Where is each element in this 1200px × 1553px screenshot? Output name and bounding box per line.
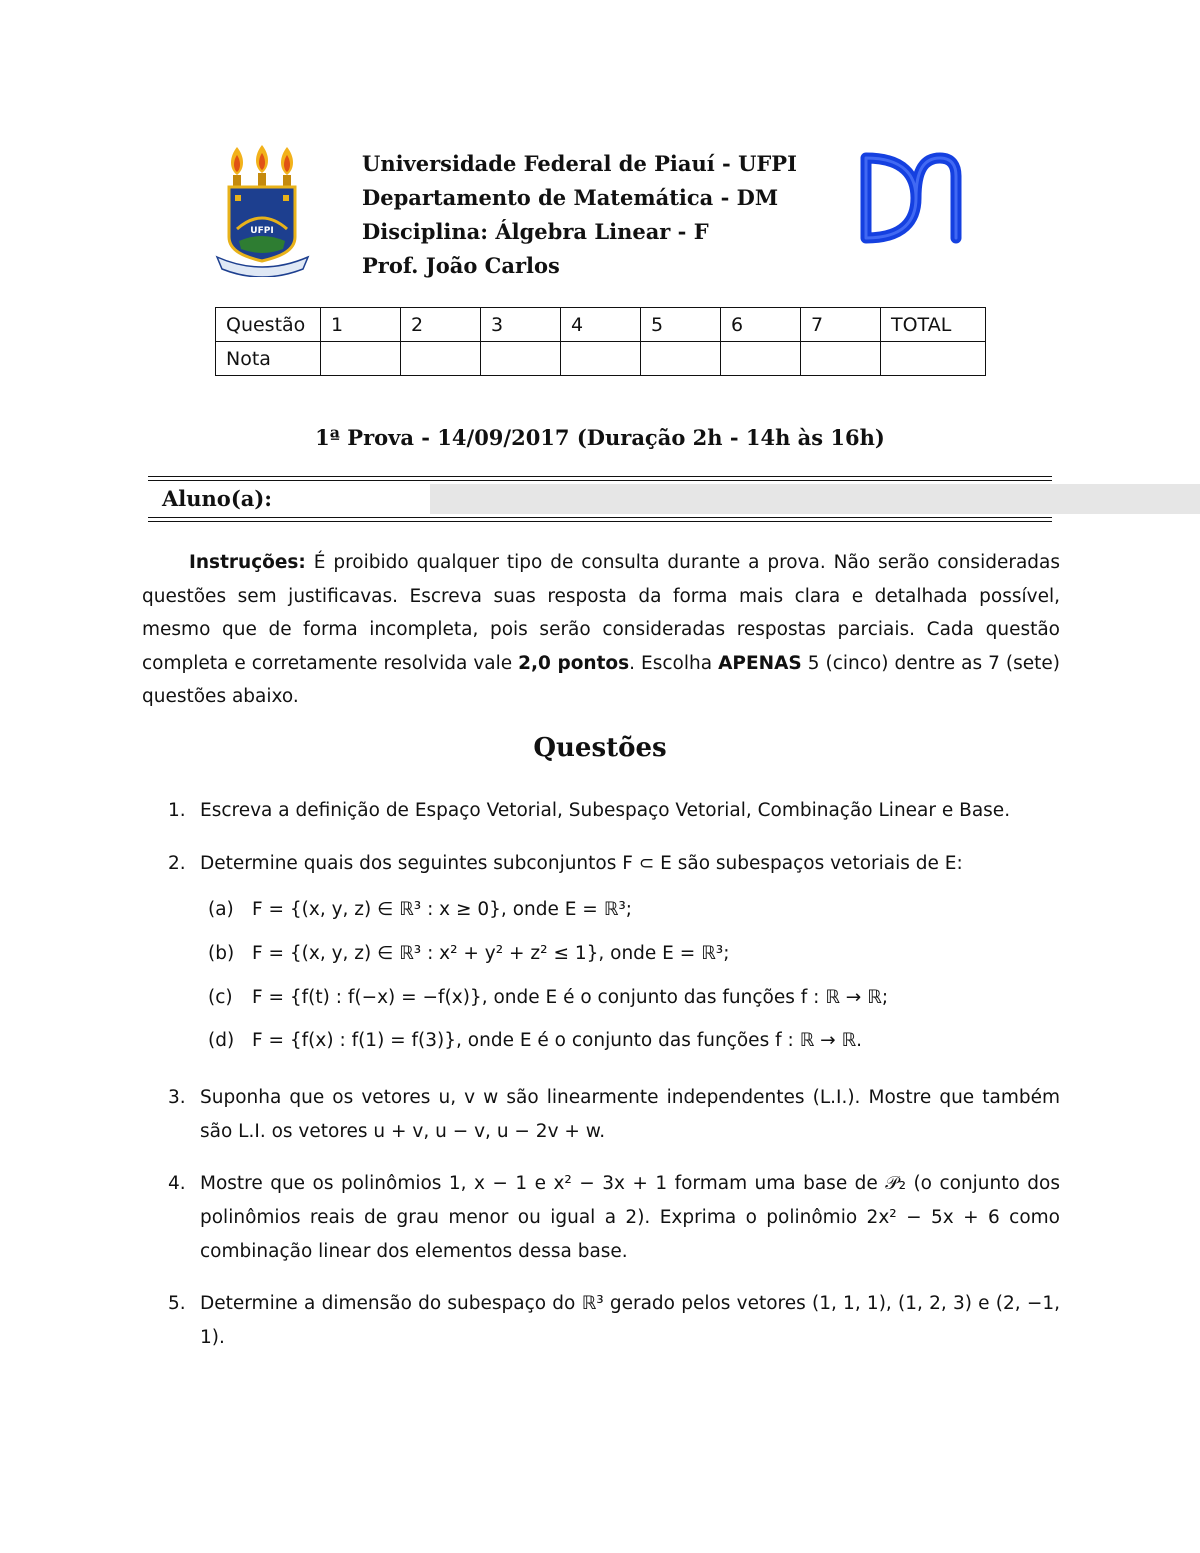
institution-header <box>362 147 797 283</box>
department-name: Departamento de Matemática - DM <box>362 185 779 210</box>
grade-table-header-row <box>216 308 986 342</box>
subitem-text: F = {(x, y, z) ∈ ℝ³ : x² + y² + z² ≤ 1}, onde E = ℝ³; <box>252 943 730 964</box>
grade-table-cell: 3 <box>481 308 561 342</box>
divider-rule <box>148 476 1052 477</box>
exam-title-duration: (Duração 2h - 14h às 16h) <box>576 425 885 450</box>
student-name-label: Aluno(a): <box>162 486 273 511</box>
subitem-label: (c) <box>208 987 233 1008</box>
grade-score-cell[interactable] <box>401 342 481 376</box>
question-text: Suponha que os vetores u, v w são linearmente independentes (L.I.). Mostre que também são L.I. os vetores u + v, u − v, u − 2v + w. <box>200 1087 1060 1142</box>
points-value: 2,0 pontos <box>518 652 630 674</box>
question-subitem <box>208 987 888 1008</box>
student-name-row <box>148 482 1052 516</box>
grade-table-cell: 2 <box>401 308 481 342</box>
grade-score-cell[interactable] <box>641 342 721 376</box>
question-item <box>142 1287 1060 1355</box>
question-subitem <box>208 1030 862 1051</box>
instructions-text: É proibido qualquer tipo de consulta durante a prova. Não serão consideradas questões sem justificavas. Escreva suas resposta da forma mais clara e detalhada possível, mesmo que de forma incompleta, pois serão consideradas respostas parciais. Cada questão completa e corretamente resolvida vale <box>142 552 1060 674</box>
subitem-text: F = {f(x) : f(1) = f(3)}, onde E é o conjunto das funções f : ℝ → ℝ. <box>252 1030 863 1051</box>
instructions-paragraph <box>142 546 1060 714</box>
divider-rule <box>148 480 1052 481</box>
question-text: Mostre que os polinômios 1, x − 1 e x² − 3x + 1 formam uma base de 𝒫₂ (o conjunto dos polinômios reais de grau menor ou igual a 2). Exprima o polinômio 2x² − 5x + 6 como combinação linear dos elementos dessa base. <box>200 1173 1060 1262</box>
divider-rule <box>148 521 1052 522</box>
question-subitem <box>208 899 632 920</box>
question-number: 5. <box>168 1293 186 1314</box>
subitem-label: (d) <box>208 1030 235 1051</box>
question-item <box>142 847 1060 881</box>
instructions-lead: Instruções: <box>189 552 306 573</box>
grade-table-cell: 4 <box>561 308 641 342</box>
subitem-label: (a) <box>208 899 234 920</box>
exam-title <box>0 425 1200 450</box>
exam-title-main: 1ª Prova - 14/09/2017 <box>315 425 570 450</box>
questions-heading: Questões <box>533 733 667 763</box>
grade-table-cell: 1 <box>321 308 401 342</box>
question-subitem <box>208 943 729 964</box>
question-number: 2. <box>168 853 186 874</box>
professor-name: Prof. João Carlos <box>362 253 560 278</box>
divider-rule <box>148 517 1052 518</box>
subitem-text: F = {f(t) : f(−x) = −f(x)}, onde E é o conjunto das funções f : ℝ → ℝ; <box>252 987 889 1008</box>
svg-text:UFPI: UFPI <box>250 226 274 236</box>
question-number: 4. <box>168 1173 186 1194</box>
question-number: 1. <box>168 800 186 821</box>
dm-department-logo <box>858 150 964 246</box>
grade-score-cell[interactable] <box>561 342 641 376</box>
question-item <box>142 794 1060 828</box>
apenas-emphasis: APENAS <box>718 652 802 674</box>
grade-table-cell: Questão <box>216 308 321 342</box>
grade-row-label: Nota <box>216 342 321 376</box>
question-item <box>142 1081 1060 1149</box>
question-item <box>142 1167 1060 1269</box>
instructions-text: 5 (cinco) dentre as 7 (sete) questões abaixo. <box>142 652 1060 707</box>
subitem-label: (b) <box>208 943 235 964</box>
grade-score-cell[interactable] <box>801 342 881 376</box>
grade-table-score-row <box>216 342 986 376</box>
grade-table-cell: 7 <box>801 308 881 342</box>
subitem-text: F = {(x, y, z) ∈ ℝ³ : x ≥ 0}, onde E = ℝ³; <box>252 899 632 920</box>
course-name: Disciplina: Álgebra Linear - F <box>362 219 709 244</box>
student-name-field[interactable] <box>430 484 1200 514</box>
university-name: Universidade Federal de Piauí - UFPI <box>362 151 797 176</box>
grade-total-cell[interactable] <box>881 342 986 376</box>
question-text: Escreva a definição de Espaço Vetorial, Subespaço Vetorial, Combinação Linear e Base. <box>200 800 1011 821</box>
question-text: Determine a dimensão do subespaço do ℝ³ gerado pelos vetores (1, 1, 1), (1, 2, 3) e (2, −1, 1). <box>200 1293 1060 1348</box>
grade-score-cell[interactable] <box>321 342 401 376</box>
question-text: Determine quais dos seguintes subconjuntos F ⊂ E são subespaços vetoriais de E: <box>200 853 963 874</box>
grade-table-cell: 6 <box>721 308 801 342</box>
grade-table-cell: 5 <box>641 308 721 342</box>
grade-score-cell[interactable] <box>721 342 801 376</box>
grade-table <box>215 307 986 376</box>
question-number: 3. <box>168 1087 186 1108</box>
ufpi-crest-logo <box>215 145 310 277</box>
grade-score-cell[interactable] <box>481 342 561 376</box>
grade-table-cell: TOTAL <box>881 308 986 342</box>
instructions-text: . Escolha <box>629 652 719 674</box>
